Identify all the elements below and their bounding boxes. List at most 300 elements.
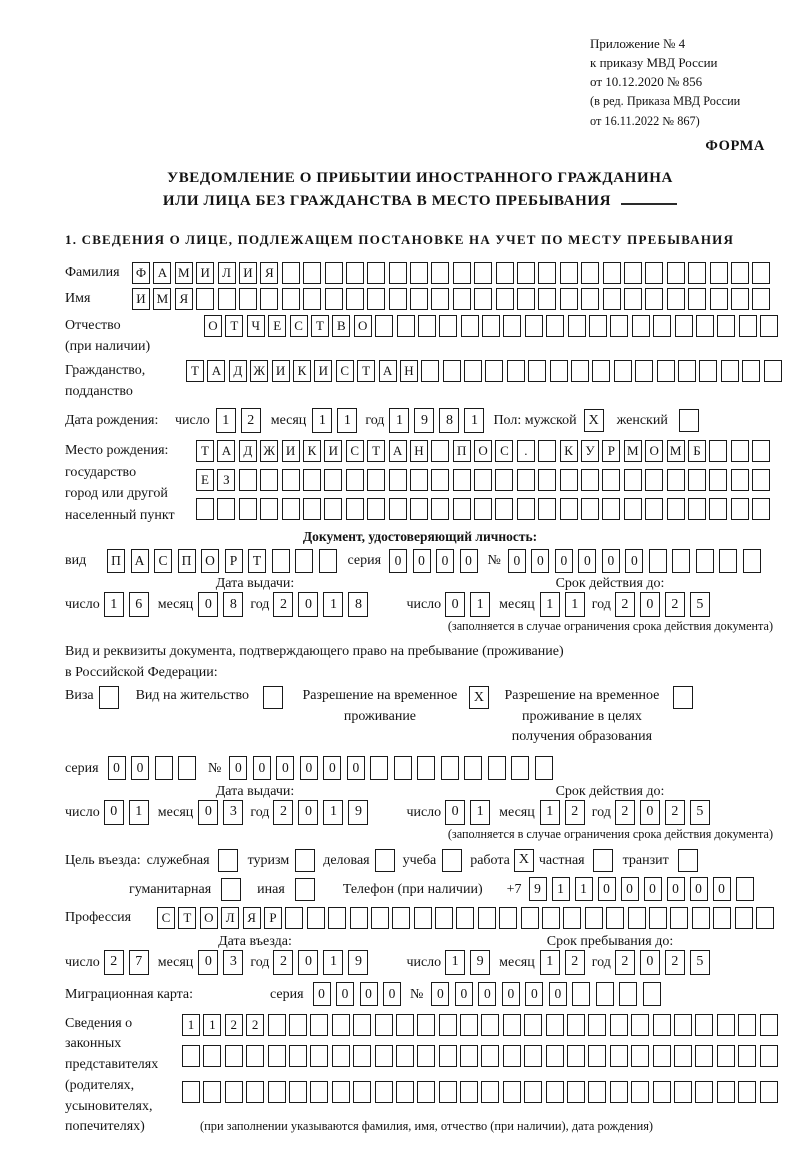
form-cell xyxy=(624,262,642,284)
form-cell xyxy=(581,262,599,284)
form-cell: М xyxy=(667,440,685,462)
form-cell xyxy=(674,1014,692,1036)
female-checkbox xyxy=(679,409,699,432)
form-cell xyxy=(482,315,500,337)
doc-type-cells xyxy=(107,549,337,573)
birthdate-label: Дата рождения: xyxy=(65,413,159,428)
form-cell xyxy=(760,1014,778,1036)
form-cell: 0 xyxy=(198,950,218,975)
form-cell xyxy=(410,469,428,491)
form-cell xyxy=(567,1045,585,1067)
profession-cells xyxy=(157,907,774,929)
migration-series-cells xyxy=(313,982,402,1006)
form-cell xyxy=(503,1014,521,1036)
form-cell: 0 xyxy=(640,800,660,825)
form-cell xyxy=(572,982,590,1006)
residence-doc-options xyxy=(65,686,775,748)
form-cell xyxy=(260,498,278,520)
form-title-line1: УВЕДОМЛЕНИЕ О ПРИБЫТИИ ИНОСТРАННОГО ГРАЖДАНИНА xyxy=(167,170,673,186)
appendix-line: от 10.12.2020 № 856 xyxy=(590,74,703,89)
form-cell xyxy=(511,756,529,780)
form-cell: 0 xyxy=(276,756,294,780)
form-cell: 0 xyxy=(323,756,341,780)
form-cell xyxy=(721,360,739,382)
form-cell: Т xyxy=(178,907,196,929)
form-cell xyxy=(375,1045,393,1067)
stay-until-group: число 1 9 месяц 1 2 год 2 0 2 5 xyxy=(406,950,709,975)
form-cell: Я xyxy=(260,262,278,284)
issue-day-cells xyxy=(104,800,149,825)
expiry-month-cells xyxy=(540,592,585,617)
form-cell xyxy=(709,440,727,462)
form-cell: 8 xyxy=(439,408,459,433)
form-cell xyxy=(695,1081,713,1103)
form-cell: 1 xyxy=(540,800,560,825)
form-cell xyxy=(717,1081,735,1103)
form-cell: К xyxy=(293,360,311,382)
form-cell xyxy=(474,469,492,491)
form-cell xyxy=(239,498,257,520)
male-checkbox: X xyxy=(584,409,604,432)
phone-prefix: +7 xyxy=(506,881,522,897)
form-cell xyxy=(346,498,364,520)
form-cell: 1 xyxy=(323,800,343,825)
form-cell xyxy=(481,1014,499,1036)
form-cell: Р xyxy=(225,549,243,573)
form-cell: 1 xyxy=(323,592,343,617)
form-cell: И xyxy=(239,262,257,284)
form-cell: Т xyxy=(311,315,329,337)
form-cell xyxy=(417,1081,435,1103)
form-cell xyxy=(635,360,653,382)
birth-month-cells xyxy=(312,408,357,433)
form-cell xyxy=(752,440,770,462)
patronymic-label: Отчество (при наличии) xyxy=(65,318,151,354)
form-cell xyxy=(653,315,671,337)
form-cell: 9 xyxy=(529,877,547,901)
expiry-year-cells xyxy=(615,800,710,825)
year-label: год xyxy=(365,413,385,428)
form-cell: 2 xyxy=(225,1014,243,1036)
purpose-tourism-label: туризм xyxy=(247,852,290,868)
form-cell xyxy=(588,1081,606,1103)
form-cell xyxy=(538,288,556,310)
form-cell: А xyxy=(217,440,235,462)
form-cell: 0 xyxy=(621,877,639,901)
form-cell xyxy=(353,1014,371,1036)
form-cell xyxy=(282,469,300,491)
form-cell xyxy=(346,469,364,491)
form-cell xyxy=(431,469,449,491)
patronymic-cells xyxy=(204,315,778,337)
purpose-other-label: иная xyxy=(257,881,285,897)
visa-checkbox xyxy=(99,686,119,709)
form-cell xyxy=(460,1045,478,1067)
form-cell xyxy=(441,756,459,780)
form-cell: И xyxy=(196,262,214,284)
form-cell: С xyxy=(495,440,513,462)
purpose-row2 xyxy=(65,877,775,902)
form-cell xyxy=(736,877,754,901)
form-cell xyxy=(324,469,342,491)
form-cell xyxy=(260,288,278,310)
form-cell xyxy=(418,315,436,337)
purpose-official-label: служебная xyxy=(146,852,210,868)
form-cell: 2 xyxy=(273,800,293,825)
form-cell xyxy=(756,907,774,929)
form-cell: 0 xyxy=(445,592,465,617)
form-cell xyxy=(503,315,521,337)
form-cell xyxy=(268,1081,286,1103)
form-cell xyxy=(303,469,321,491)
expiry-date-heading: Срок действия до: xyxy=(555,576,665,591)
series-label: серия xyxy=(270,986,304,1002)
form-cell xyxy=(353,1081,371,1103)
title-blank-line xyxy=(621,193,677,205)
form-cell: М xyxy=(624,440,642,462)
form-cell xyxy=(517,469,535,491)
identity-doc-date-headers xyxy=(65,576,775,592)
form-cell xyxy=(653,1045,671,1067)
form-cell: 0 xyxy=(578,549,596,573)
form-cell: 0 xyxy=(413,549,431,573)
form-cell: С xyxy=(154,549,172,573)
form-cell: С xyxy=(157,907,175,929)
form-cell: 8 xyxy=(223,592,243,617)
residence-doc-date-headers xyxy=(65,784,775,800)
expiry-month-cells xyxy=(540,800,585,825)
form-cell xyxy=(196,288,214,310)
residence-permit-checkbox xyxy=(263,686,283,709)
form-cell xyxy=(602,498,620,520)
form-cell: Ч xyxy=(247,315,265,337)
form-cell xyxy=(752,469,770,491)
form-cell: 5 xyxy=(690,592,710,617)
form-cell xyxy=(319,549,337,573)
form-cell xyxy=(196,498,214,520)
form-cell xyxy=(225,1045,243,1067)
visa-label: Виза xyxy=(65,688,94,703)
form-cell xyxy=(295,549,313,573)
purpose-official-checkbox xyxy=(218,849,238,872)
form-cell: Ж xyxy=(260,440,278,462)
profession-row xyxy=(65,907,775,929)
form-title xyxy=(65,167,775,212)
form-cell xyxy=(439,315,457,337)
form-cell xyxy=(610,1014,628,1036)
form-cell xyxy=(653,1014,671,1036)
stay-day-cells xyxy=(445,950,490,975)
form-cell xyxy=(538,440,556,462)
form-cell xyxy=(203,1081,221,1103)
form-cell: 0 xyxy=(460,549,478,573)
form-cell: 0 xyxy=(525,982,543,1006)
surname-cells xyxy=(132,262,770,284)
form-cell xyxy=(692,907,710,929)
form-cell: К xyxy=(560,440,578,462)
representatives-cells-row1 xyxy=(182,1014,778,1036)
form-cell xyxy=(667,469,685,491)
form-cell: О xyxy=(201,549,219,573)
form-cell xyxy=(453,498,471,520)
form-cell xyxy=(346,262,364,284)
form-cell xyxy=(550,360,568,382)
form-cell: П xyxy=(107,549,125,573)
form-cell: 0 xyxy=(431,982,449,1006)
form-cell: 2 xyxy=(273,592,293,617)
form-cell xyxy=(581,469,599,491)
form-cell xyxy=(394,756,412,780)
form-cell xyxy=(417,756,435,780)
form-cell xyxy=(649,549,667,573)
form-cell: Ж xyxy=(250,360,268,382)
form-cell xyxy=(350,907,368,929)
doc-type-label: вид xyxy=(65,553,87,568)
form-cell xyxy=(435,907,453,929)
form-cell: 2 xyxy=(565,950,585,975)
form-cell: И xyxy=(132,288,150,310)
expiry-day-cells xyxy=(445,800,490,825)
form-cell xyxy=(542,907,560,929)
form-cell: И xyxy=(282,440,300,462)
form-cell: 2 xyxy=(565,800,585,825)
form-cell xyxy=(546,1081,564,1103)
form-cell xyxy=(649,907,667,929)
form-cell xyxy=(397,315,415,337)
purpose-humanitarian-checkbox xyxy=(221,878,241,901)
form-cell xyxy=(731,469,749,491)
form-cell xyxy=(588,1045,606,1067)
form-cell xyxy=(389,469,407,491)
month-label: месяц xyxy=(270,413,307,428)
migration-number-cells xyxy=(431,982,661,1006)
form-cell xyxy=(695,1014,713,1036)
form-cell: 0 xyxy=(436,549,454,573)
form-cell: 0 xyxy=(640,950,660,975)
form-cell: Е xyxy=(196,469,214,491)
form-cell xyxy=(731,498,749,520)
form-cell: Т xyxy=(357,360,375,382)
form-cell: М xyxy=(153,288,171,310)
form-cell: О xyxy=(204,315,222,337)
form-cell: А xyxy=(389,440,407,462)
representatives-label: Сведения о законных представителях (родителях, усыновителях, попечителях) xyxy=(65,1015,159,1135)
issue-date-heading: Дата выдачи: xyxy=(215,783,295,799)
purpose-humanitarian-label: гуманитарная xyxy=(129,881,212,897)
form-cell: Р xyxy=(264,907,282,929)
form-cell xyxy=(346,288,364,310)
form-cell xyxy=(560,469,578,491)
form-cell xyxy=(460,1081,478,1103)
form-cell: 1 xyxy=(312,408,332,433)
form-cell: 8 xyxy=(348,592,368,617)
form-cell xyxy=(272,549,290,573)
form-cell xyxy=(688,469,706,491)
purpose-business-checkbox xyxy=(375,849,395,872)
firstname-row xyxy=(65,288,775,310)
form-cell: 1 xyxy=(565,592,585,617)
form-cell xyxy=(735,907,753,929)
form-cell: О xyxy=(474,440,492,462)
form-cell xyxy=(396,1081,414,1103)
form-cell xyxy=(474,288,492,310)
form-cell xyxy=(738,1045,756,1067)
form-cell xyxy=(760,1045,778,1067)
form-cell xyxy=(696,549,714,573)
form-cell xyxy=(332,1014,350,1036)
form-cell xyxy=(710,288,728,310)
form-cell xyxy=(710,262,728,284)
form-cell: 0 xyxy=(383,982,401,1006)
citizenship-label: Гражданство, подданство xyxy=(65,363,146,399)
purpose-business-label: деловая xyxy=(323,852,370,868)
form-cell xyxy=(260,469,278,491)
temp-residence-checkbox: X xyxy=(469,686,489,709)
citizenship-row xyxy=(65,360,775,402)
form-cell xyxy=(464,756,482,780)
form-cell: 0 xyxy=(555,549,573,573)
form-cell: 1 xyxy=(540,592,560,617)
form-cell xyxy=(717,315,735,337)
form-cell xyxy=(503,1045,521,1067)
form-cell xyxy=(392,907,410,929)
form-cell xyxy=(743,549,761,573)
form-cell xyxy=(410,288,428,310)
form-cell xyxy=(431,288,449,310)
form-cell xyxy=(371,907,389,929)
form-title-line2: ИЛИ ЛИЦА БЕЗ ГРАЖДАНСТВА В МЕСТО ПРЕБЫВАНИЯ xyxy=(162,192,612,209)
form-cell xyxy=(731,262,749,284)
form-cell: 0 xyxy=(598,877,616,901)
residence-series-cells xyxy=(108,756,197,780)
patronymic-row xyxy=(65,315,775,357)
form-cell xyxy=(588,1014,606,1036)
form-cell xyxy=(375,1081,393,1103)
migration-card-label: Миграционная карта: xyxy=(65,986,194,1002)
form-cell xyxy=(645,262,663,284)
form-cell xyxy=(178,756,196,780)
form-cell xyxy=(325,262,343,284)
form-cell xyxy=(414,907,432,929)
form-cell xyxy=(567,1081,585,1103)
form-cell xyxy=(495,498,513,520)
form-cell: 1 xyxy=(216,408,236,433)
issue-month-cells xyxy=(198,800,243,825)
form-cell: 2 xyxy=(241,408,261,433)
form-cell xyxy=(439,1081,457,1103)
expiry-date-group: число 0 1 месяц 1 2 год 2 0 2 5 xyxy=(406,800,709,825)
form-cell: 0 xyxy=(298,592,318,617)
form-cell: Т xyxy=(225,315,243,337)
form-cell: 0 xyxy=(253,756,271,780)
form-cell xyxy=(353,1045,371,1067)
form-cell xyxy=(764,360,782,382)
sex-male-label: Пол: мужской xyxy=(493,413,577,428)
phone-label: Телефон (при наличии) xyxy=(342,881,483,897)
form-cell: 0 xyxy=(108,756,126,780)
form-cell xyxy=(410,262,428,284)
form-cell xyxy=(738,1014,756,1036)
surname-row xyxy=(65,262,775,284)
form-cell xyxy=(417,1014,435,1036)
form-cell xyxy=(631,1045,649,1067)
form-cell xyxy=(688,498,706,520)
form-cell xyxy=(560,498,578,520)
form-cell xyxy=(456,907,474,929)
form-cell xyxy=(752,288,770,310)
representatives-cells-row2 xyxy=(182,1045,778,1067)
form-cell xyxy=(289,1014,307,1036)
birthdate-row xyxy=(65,408,775,433)
form-cell: 0 xyxy=(360,982,378,1006)
form-cell: 5 xyxy=(690,800,710,825)
form-cell xyxy=(203,1045,221,1067)
stay-month-cells xyxy=(540,950,585,975)
form-cell: 2 xyxy=(665,800,685,825)
residence-doc-dates-row xyxy=(65,800,775,825)
form-cell xyxy=(610,1081,628,1103)
form-cell: Т xyxy=(196,440,214,462)
form-cell xyxy=(524,1045,542,1067)
form-cell xyxy=(488,756,506,780)
form-cell xyxy=(731,288,749,310)
issue-month-cells xyxy=(198,592,243,617)
form-cell: 2 xyxy=(665,592,685,617)
form-cell: Ф xyxy=(132,262,150,284)
residence-doc-note: (заполняется в случае ограничения срока действия документа) xyxy=(447,826,773,841)
birthplace-cells-row3 xyxy=(196,498,770,520)
doc-number-cells xyxy=(508,549,761,573)
form-cell xyxy=(370,756,388,780)
form-cell xyxy=(303,288,321,310)
form-cell: Б xyxy=(688,440,706,462)
issue-date-group: число 0 1 месяц 0 3 год 2 0 1 9 xyxy=(65,800,368,825)
form-cell xyxy=(332,1081,350,1103)
form-cell: 5 xyxy=(690,950,710,975)
form-cell xyxy=(563,907,581,929)
form-cell xyxy=(303,262,321,284)
form-cell xyxy=(431,498,449,520)
form-cell xyxy=(624,469,642,491)
expiry-date-group: число 0 1 месяц 1 1 год 2 0 2 5 xyxy=(406,592,709,617)
form-cell xyxy=(375,1014,393,1036)
issue-year-cells xyxy=(273,592,368,617)
number-label: № xyxy=(487,553,501,568)
form-cell: 1 xyxy=(337,408,357,433)
birthplace-label: Место рождения: государство город или другой населенный пункт xyxy=(65,443,175,523)
birthplace-row xyxy=(65,440,775,526)
phone-cells xyxy=(529,877,754,901)
form-cell: А xyxy=(207,360,225,382)
form-cell: 0 xyxy=(625,549,643,573)
temp-residence-label: Разрешение на временное проживание xyxy=(302,688,458,724)
form-cell: 0 xyxy=(313,982,331,1006)
firstname-label: Имя xyxy=(65,291,91,306)
form-cell xyxy=(155,756,173,780)
form-cell xyxy=(592,360,610,382)
form-cell xyxy=(675,315,693,337)
form-cell xyxy=(624,498,642,520)
form-cell xyxy=(667,262,685,284)
entry-year-cells xyxy=(273,950,368,975)
form-cell xyxy=(182,1081,200,1103)
form-cell xyxy=(528,360,546,382)
citizenship-cells xyxy=(186,360,782,382)
form-cell xyxy=(709,498,727,520)
sex-female-label: женский xyxy=(616,413,668,428)
form-cell xyxy=(738,1081,756,1103)
form-cell xyxy=(239,288,257,310)
